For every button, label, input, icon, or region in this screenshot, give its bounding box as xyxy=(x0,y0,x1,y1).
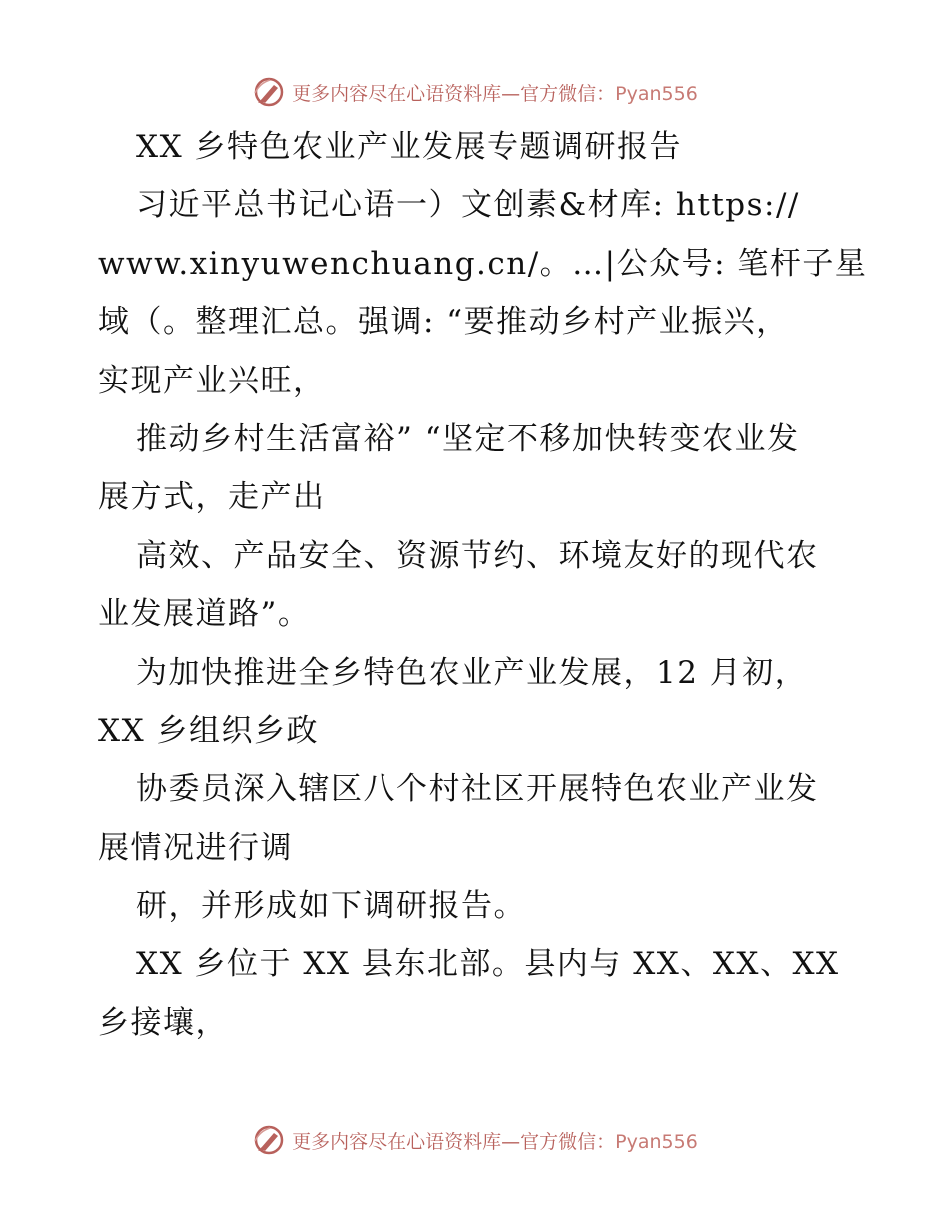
text-line: 高效、产品安全、资源节约、环境友好的现代农 xyxy=(136,537,819,574)
text-line: XX 乡特色农业产业发展专题调研报告 xyxy=(136,129,682,165)
watermark-wechat-id: Pyan556 xyxy=(615,82,698,105)
text-line: XX 乡组织乡政 xyxy=(98,712,319,749)
watermark-text xyxy=(292,1127,698,1154)
text-line: 域（。整理汇总。强调: “要推动乡村产业振兴， xyxy=(98,304,789,341)
text-line: www.xinyuwenchuang.cn/。…|公众号: 笔杆子星 xyxy=(98,245,868,282)
text-line: 业发展道路”。 xyxy=(98,596,311,633)
text-line: 推动乡村生活富裕” “坚定不移加快转变农业发 xyxy=(136,420,800,457)
text-line: 研，并形成如下调研报告。 xyxy=(136,888,526,925)
text-line: 乡接壤， xyxy=(98,1004,228,1041)
text-line: 为加快推进全乡特色农业产业发展，12 月初， xyxy=(136,654,808,691)
pen-seal-icon xyxy=(252,1123,286,1157)
watermark-wechat-id: Pyan556 xyxy=(615,1130,698,1153)
text-line: 协委员深入辖区八个村社区开展特色农业产业发 xyxy=(136,771,819,808)
text-line: 展方式，走产出 xyxy=(98,479,326,516)
pen-seal-icon xyxy=(252,75,286,109)
watermark-label: 更多内容尽在心语资料库—官方微信： xyxy=(292,82,616,105)
header-watermark xyxy=(0,72,950,112)
document-body xyxy=(98,118,868,1052)
text-line: 习近平总书记心语一）文创素&材库: https:// xyxy=(136,187,800,224)
footer-watermark xyxy=(0,1120,950,1160)
watermark-text xyxy=(292,79,698,106)
text-line: 展情况进行调 xyxy=(98,829,293,866)
watermark-label: 更多内容尽在心语资料库—官方微信： xyxy=(292,1130,616,1153)
text-line: XX 乡位于 XX 县东北部。县内与 XX、XX、XX xyxy=(136,946,840,983)
text-line: 实现产业兴旺， xyxy=(98,362,326,399)
